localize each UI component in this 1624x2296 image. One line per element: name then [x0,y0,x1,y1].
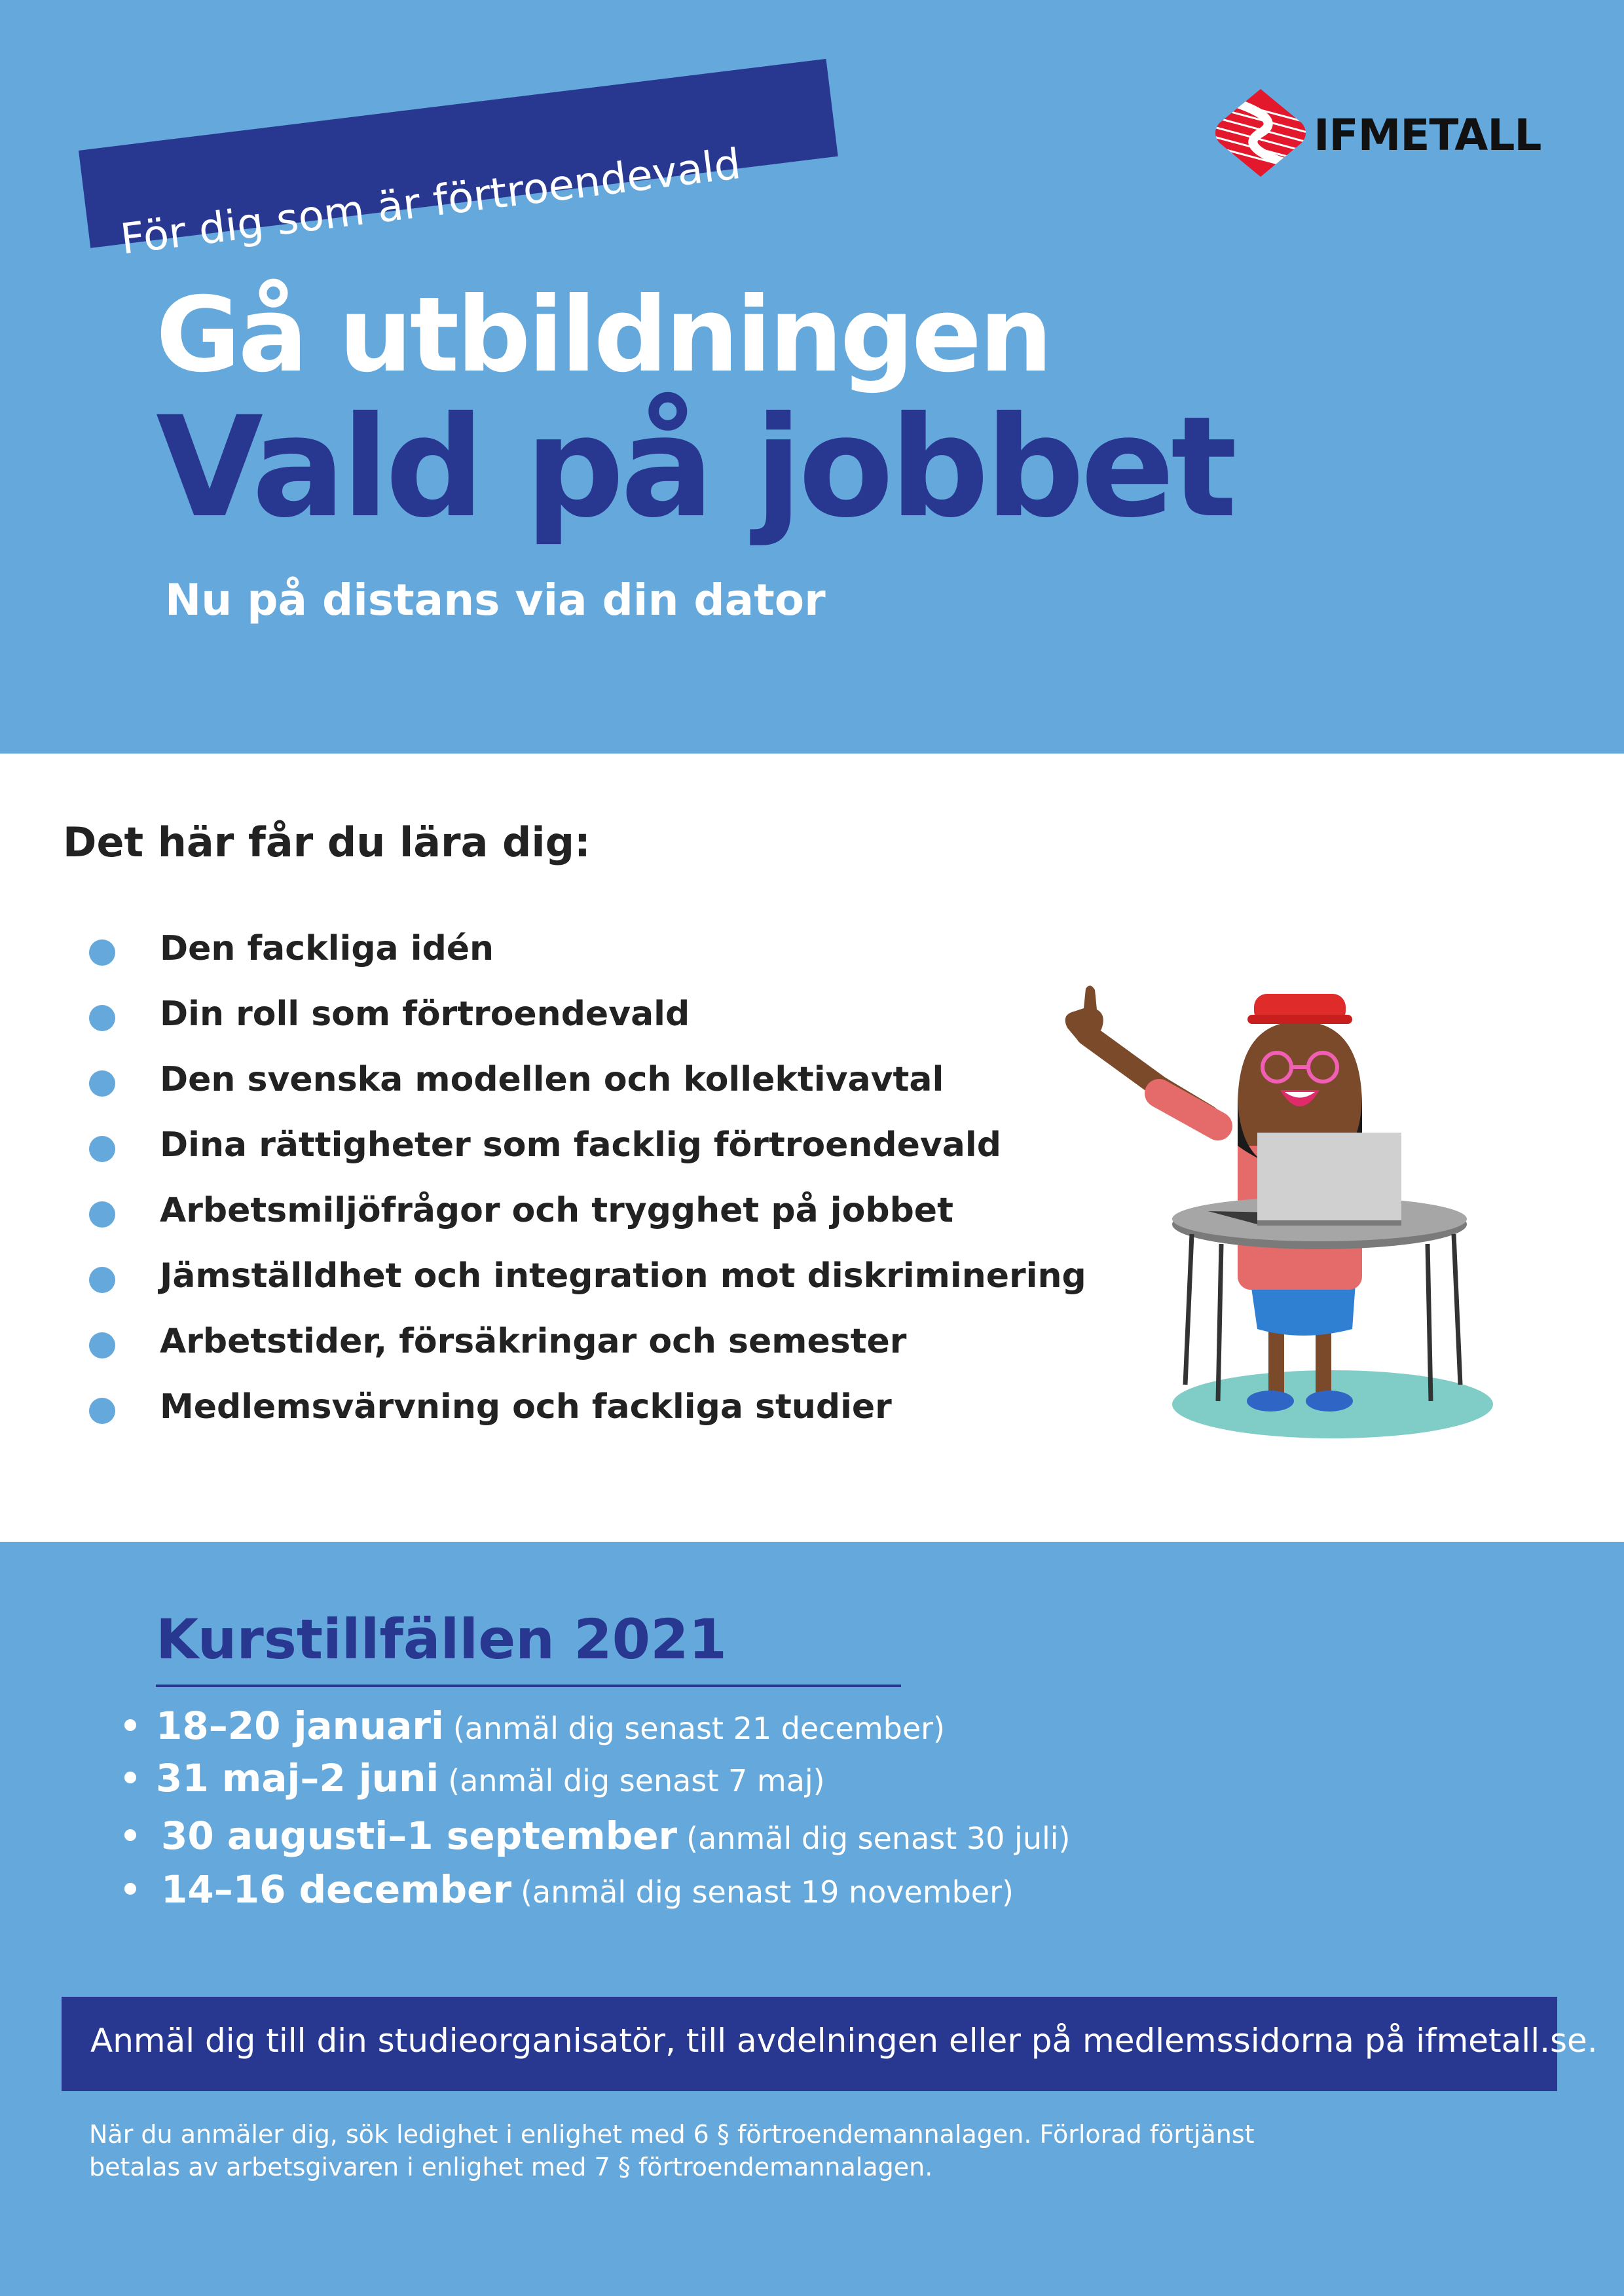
bullet-icon [89,1136,115,1162]
list-item-text: Din roll som förtroendevald [160,994,690,1034]
list-item-text: Dina rättigheter som facklig förtroendevald [160,1125,1001,1165]
bullet-icon [89,1267,115,1293]
course-date: 18–20 januari [156,1704,444,1748]
header-section [0,0,1624,754]
list-item-text: Den svenska modellen och kollektivavtal [160,1060,944,1099]
bullet-icon [89,1005,115,1031]
course-date: 30 augusti–1 september [161,1813,678,1858]
learning-section [0,754,1624,1542]
footnote-line1: När du anmäler dig, sök ledighet i enlighet med 6 § förtroendemannalagen. Förlorad förtjänst [89,2120,1255,2149]
ifmetall-logo-mark-icon [1211,84,1310,182]
thumbs-up-hand [1065,985,1103,1040]
person-at-laptop-illustration [1061,975,1532,1460]
courses-section [0,1542,1624,2296]
legal-footnote [89,2118,1333,2183]
courses-title-underline [156,1685,901,1687]
ifmetall-logo [1211,84,1552,182]
bullet-icon [124,1829,136,1841]
bullet-icon [124,1772,136,1783]
bullet-icon [89,1332,115,1358]
bullet-icon [89,1398,115,1424]
course-date: 31 maj–2 juni [156,1756,439,1800]
bullet-icon [89,1201,115,1228]
head [1238,1021,1362,1146]
bullet-icon [89,939,115,966]
bullet-icon [124,1719,136,1731]
list-item-text: Arbetstider, försäkringar och semester [160,1322,907,1361]
headline-line1: Gå utbildningen [156,275,1050,395]
list-item-text: Medlemsvärvning och fackliga studier [160,1387,892,1427]
right-shoe [1306,1391,1353,1412]
audience-banner-text: För dig som är förtroendevald [118,139,744,264]
courses-title: Kurstillfällen 2021 [156,1607,727,1671]
learning-title: Det här får du lära dig: [63,818,591,866]
subheadline: Nu på distans via din dator [165,575,826,625]
course-deadline: (anmäl dig senast 21 december) [452,1711,945,1746]
left-shoe [1247,1391,1294,1412]
list-item-text: Den fackliga idén [160,929,494,968]
course-date: 14–16 december [161,1867,512,1912]
list-item-text: Jämställdhet och integration mot diskriminering [160,1256,1086,1296]
bullet-icon [124,1883,136,1895]
headline-course-name: Vald på jobbet [156,386,1234,548]
footnote-line2: betalas av arbetsgivaren i enlighet med 7 § förtroendemannalagen. [89,2153,933,2181]
list-item-text: Arbetsmiljöfrågor och trygghet på jobbet [160,1191,953,1230]
course-deadline: (anmäl dig senast 30 juli) [686,1821,1071,1856]
logo-wordmark: IFMETALL [1314,110,1541,160]
course-deadline: (anmäl dig senast 19 november) [521,1874,1014,1910]
course-deadline: (anmäl dig senast 7 maj) [448,1763,825,1798]
bullet-icon [89,1070,115,1097]
signup-callout [62,1997,1598,2091]
signup-callout-text: Anmäl dig till din studieorganisatör, till avdelningen eller på medlemssidorna på ifmetall.se. [90,2022,1598,2060]
